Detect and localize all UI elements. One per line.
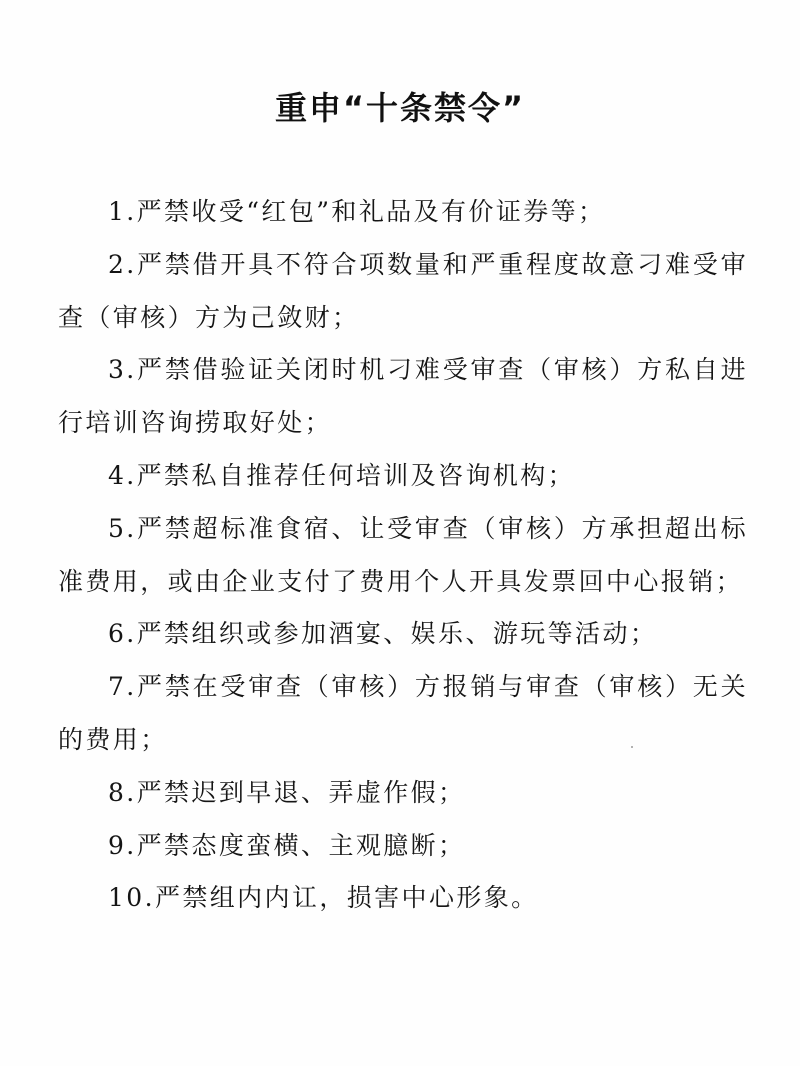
prohibitions-list — [58, 186, 748, 925]
prohibition-item-9: 9.严禁态度蛮横、主观臆断； — [108, 830, 466, 860]
prohibition-item-1: 1.严禁收受“红包”和礼品及有价证券等； — [108, 197, 606, 226]
prohibition-item-8: 8.严禁迟到早退、弄虚作假； — [108, 777, 466, 807]
scan-speck — [631, 746, 633, 748]
prohibition-item-2: 2.严禁借开具不符合项数量和严重程度故意刁难受审查（审核）方为己敛财； — [58, 249, 748, 332]
prohibition-item-7: 7.严禁在受审查（审核）方报销与审查（审核）无关的费用； — [58, 672, 748, 754]
document-title: 重申“十条禁令” — [274, 89, 526, 127]
prohibition-item-4: 4.严禁私自推荐任何培训及咨询机构； — [108, 460, 576, 490]
prohibition-item-6: 6.严禁组织或参加酒宴、娱乐、游玩等活动； — [108, 619, 658, 649]
prohibition-item-5: 5.严禁超标准食宿、让受审查（审核）方承担超出标准费用，或由企业支付了费用个人开具发票回中心报销； — [58, 513, 748, 596]
prohibition-item-3: 3.严禁借验证关闭时机刁难受审查（审核）方私自进行培训咨询捞取好处； — [58, 355, 748, 438]
prohibition-item-10: 10.严禁组内内讧，损害中心形象。 — [108, 883, 539, 913]
